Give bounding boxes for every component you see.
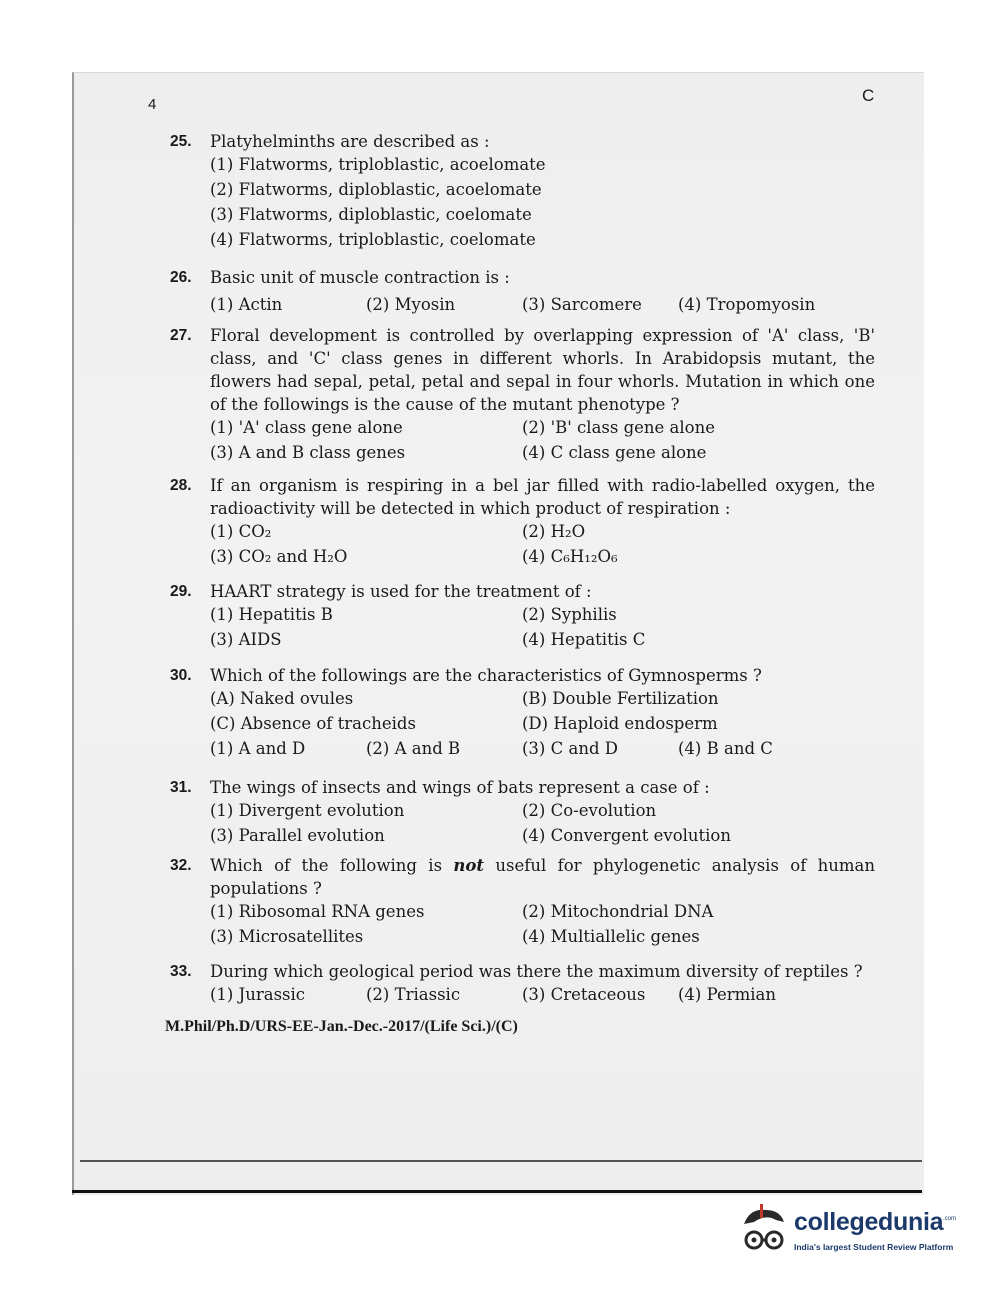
option: (3) Flatworms, diploblastic, coelomate [210,205,532,224]
option: (1) Jurassic [210,985,306,1004]
question-number: 26. [170,269,192,286]
question-text: Platyhelminths are described as : [210,132,490,151]
option: (2) Syphilis [522,605,617,624]
question-text: If an organism is respiring in a bel jar filled with radio-labelled oxygen, the radioactivity will be detected in which product of respiration : [210,476,875,518]
option: (3) AIDS [210,630,282,649]
option: (4) Convergent evolution [522,826,731,845]
page-bottom-edge [72,1190,922,1193]
option: (1) Ribosomal RNA genes [210,902,425,921]
question-number: 29. [170,583,192,600]
option: (3) C and D [522,739,618,758]
option: (1) Hepatitis B [210,605,333,624]
option: (4) Multiallelic genes [522,927,700,946]
collegedunia-logo[interactable] [736,1202,966,1262]
option: (1) Flatworms, triploblastic, acoelomate [210,155,546,174]
option: (2) Flatworms, diploblastic, acoelomate [210,180,542,199]
option: (1) Divergent evolution [210,801,405,820]
emphasis-not: not [453,856,485,875]
statement: (C) Absence of tracheids [210,714,416,733]
option: (1) CO₂ [210,522,272,541]
question-32 [170,854,875,950]
statement: (A) Naked ovules [210,689,354,708]
question-text: During which geological period was there the maximum diversity of reptiles ? [210,962,863,981]
question-text: HAART strategy is used for the treatment of : [210,582,592,601]
option: (3) Cretaceous [522,985,646,1004]
question-text: Which of the followings are the characteristics of Gymnosperms ? [210,666,762,685]
option: (3) CO₂ and H₂O [210,547,348,566]
question-27 [170,324,875,466]
question-26 [170,266,875,318]
option: (2) H₂O [522,522,586,541]
paper-code-footer: M.Phil/Ph.D/URS-EE-Jan.-Dec.-2017/(Life Sci.)/(C) [165,1018,518,1035]
option: (4) Tropomyosin [678,295,816,314]
question-number: 31. [170,779,192,796]
question-30 [170,664,875,762]
option: (3) A and B class genes [210,443,406,462]
question-33 [170,960,875,1008]
option: (2) Mitochondrial DNA [522,902,714,921]
option: (2) Co-evolution [522,801,657,820]
statement: (B) Double Fertilization [522,689,719,708]
logo-wordmark: collegedunia [794,1208,944,1236]
question-text: Basic unit of muscle contraction is : [210,268,510,287]
question-number: 27. [170,327,192,344]
question-number: 25. [170,133,192,150]
page-rule [80,1160,922,1162]
question-text: The wings of insects and wings of bats represent a case of : [210,778,710,797]
question-number: 30. [170,667,192,684]
question-25 [170,130,875,253]
question-number: 28. [170,477,192,494]
set-code: C [862,86,875,105]
option: (4) Hepatitis C [522,630,646,649]
option: (3) Parallel evolution [210,826,385,845]
question-28 [170,474,875,570]
option: (4) C₆H₁₂O₆ [522,547,618,566]
option: (2) A and B [366,739,461,758]
page-number: 4 [148,96,157,113]
option: (2) Myosin [366,295,456,314]
option: (4) Permian [678,985,777,1004]
question-29 [170,580,875,653]
option: (3) Microsatellites [210,927,364,946]
question-number: 32. [170,857,192,874]
option: (1) Actin [210,295,283,314]
option: (2) Triassic [366,985,461,1004]
logo-suffix: .com [943,1216,957,1222]
question-31 [170,776,875,849]
option: (3) Sarcomere [522,295,642,314]
option: (4) C class gene alone [522,443,707,462]
option: (1) A and D [210,739,306,758]
question-text: Which of the following is not useful for phylogenetic analysis of human populations ? [210,856,876,898]
statement: (D) Haploid endosperm [522,714,718,733]
option: (4) B and C [678,739,773,758]
option: (1) 'A' class gene alone [210,418,403,437]
option: (4) Flatworms, triploblastic, coelomate [210,230,536,249]
question-text: Floral development is controlled by overlapping expression of 'A' class, 'B' class, and 'C' class genes in different whorls. In Arabidopsis mutant, the flowers had sepal, petal, petal and sepal in four whorls. Mutation in which one of the followings is the cause of the mutant phenotype ? [210,326,875,414]
logo-tagline: India's largest Student Review Platform [794,1242,954,1252]
question-number: 33. [170,963,192,980]
option: (2) 'B' class gene alone [522,418,715,437]
mascot-icon [736,1202,792,1258]
